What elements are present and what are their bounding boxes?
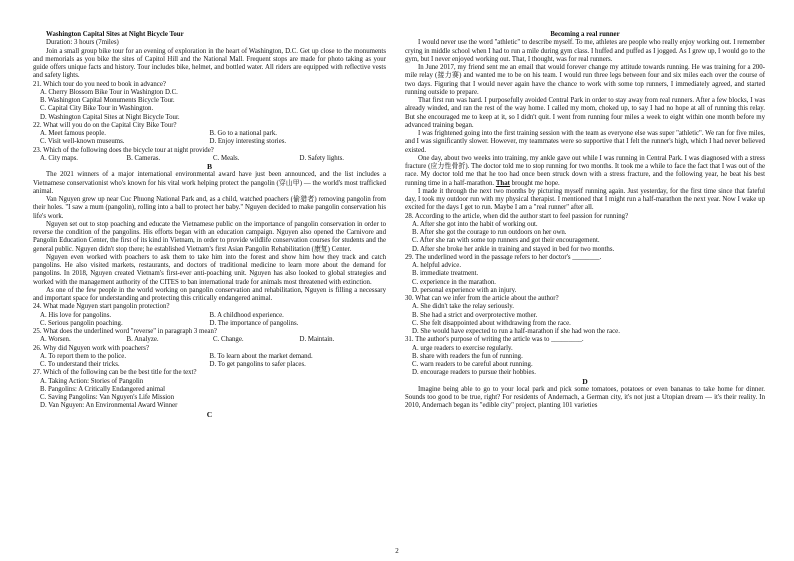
- q29-option-a: A. helpful advice.: [412, 262, 462, 269]
- q29-option-b: B. immediate treatment.: [412, 270, 479, 278]
- q26-option-b: B. To learn about the market demand.: [209, 352, 313, 360]
- question-24: 24. What made Nguyen start pangolin protection?: [33, 303, 170, 311]
- question-21: 21. Which tour do you need to book in advance?: [33, 80, 166, 88]
- q25-option-a: A. Worsen.: [40, 336, 71, 344]
- q31-option-d: D. encourage readers to pursue their hobbies.: [412, 369, 536, 377]
- q25-option-c: C. Change.: [213, 336, 244, 344]
- q24-option-d: D. The importance of pangolins.: [209, 319, 299, 327]
- q23-option-d: D. Safety lights.: [299, 154, 344, 162]
- question-22: 22. What will you do on the Capital City Bike Tour?: [33, 121, 177, 129]
- q23-option-b: B. Cameras.: [126, 154, 161, 162]
- passage-b-paragraph-2: Van Nguyen grew up near Cuc Phuong National Park and, as a child, watched poachers (偷猎者) removing pangolin from their holes. "I saw a mum (pangolin), rolling into a ball to protect her baby." Nguyen decided to make pangolin conservation his life's work.: [33, 196, 386, 220]
- underlined-word-that: That: [495, 179, 510, 187]
- passage-b-paragraph-4: Nguyen even worked with poachers to ask them to take him into the forest and show him how they track and catch pangolins. He also visited markets, restaurants, and doctors of traditional medicine to learn more about the demand for pangolins. In 2018, Nguyen created Vietnam's first-ever anti-poaching unit. Nguyen has also looked to global strategies and worked with the management authority of the CITES to ban international trade for animals most threatened with extinction.: [33, 253, 386, 286]
- q28-option-d: D. After she broke her ankle in training and stayed in bed for two months.: [412, 245, 615, 253]
- q23-option-c: C. Meals.: [213, 154, 240, 162]
- q23-option-a: A. City maps.: [40, 154, 79, 162]
- passage-c-paragraph-3: That first run was hard. I purposefully avoided Central Park in order to stay away from real runners. After a few blocks, I was already winded, and ran the rest of the way home. I called my mom, choked up, to say I had no hope at all of running this relay. But she encouraged me to keep at it, so I didn't quit. I went from running four miles a week to eight within one month before my advanced training began.: [405, 97, 765, 129]
- q22-option-d: D. Enjoy interesting stories.: [209, 138, 287, 146]
- question-31: 31. The author's purpose of writing the article was to _________.: [405, 336, 584, 344]
- q26-options-row-2: [33, 361, 386, 369]
- q27-option-c: C. Saving Pangolins: Van Nguyen's Life Mission: [40, 394, 174, 401]
- passage-a-body: Join a small group bike tour for an evening of exploration in the heart of Washington, D.C. Get up close to the monuments and memorials as you bike the sites of Capitol Hill and the National Mall. Frequent stops are made for photo taking as your guide offers unique facts and history. Tour includes bike, helmet, and bottled water. All riders are equipped with reflective vests and safety lights.: [33, 47, 386, 80]
- q22-option-c: C. Visit well-known museums.: [40, 138, 125, 146]
- q24-options-row-1: [33, 312, 386, 320]
- q31-option-b: B. share with readers the fun of running.: [412, 352, 523, 360]
- section-d-heading: D: [582, 376, 588, 386]
- q28-option-c: C. After she ran with some top runners and got their encouragement.: [412, 237, 600, 245]
- q22-options-row-2: [33, 138, 386, 146]
- q24-options-row-2: [33, 320, 386, 328]
- page-number: 2: [395, 547, 399, 555]
- question-27: 27. Which of the following can be the best title for the text?: [33, 369, 197, 377]
- passage-d-paragraph-1: Imagine being able to go to your local park and pick some tomatoes, potatoes or even bananas to take home for dinner. Sounds too good to be true, right? For residents of Andernach, a German city, it's not just a Utopian dream — it's their reality. In 2010, Andernach began its "edible city" project, planting 101 varieties: [405, 385, 765, 410]
- question-30: 30. What can we infer from the article about the author?: [405, 295, 559, 302]
- passage-c-title: Becoming a real runner: [550, 31, 620, 38]
- q24-option-c: C. Serious pangolin poaching.: [40, 319, 123, 327]
- section-c-heading: C: [206, 409, 213, 419]
- question-26: 26. Why did Nguyen work with poachers?: [33, 344, 150, 352]
- right-column: [405, 31, 765, 545]
- q30-option-c: C. She felt disappointed about withdrawing from the race.: [412, 319, 571, 327]
- q25-options: [33, 336, 386, 344]
- q27-option-a: A. Taking Action: Stories of Pangolin: [40, 377, 144, 385]
- question-25: 25. What does the underlined word "reverse" in paragraph 3 mean?: [33, 328, 217, 335]
- q21-option-a: A. Cherry Blossom Bike Tour in Washington D.C.: [40, 88, 178, 96]
- passage-b-paragraph-1: The 2021 winners of a major international environmental award have just been announced, and the list includes a Vietnamese conservationist who's known for his vital work helping protect the pangolin (穿山甲) — the world's most trafficked animal.: [33, 171, 386, 195]
- passage-c-paragraph-4: I was frightened going into the first training session with the team as everyone else was super "athletic". We ran for five miles, and I was significantly slower. However, my teammates were so supportive that I felt the runner's high, which I had never believed existed.: [405, 130, 765, 154]
- question-28: 28. According to the article, when did the author start to feel passion for running?: [405, 212, 629, 220]
- q25-option-b: B. Analyze.: [126, 336, 159, 344]
- passage-c-paragraph-6: I made it through the next two months by picturing myself running again. Just yesterday, for the first time since that fateful day, I took my outdoor run with my physical therapist. I mentioned that I might run a half-marathon the next year. Now I wake up excited for the days I get to run. Maybe I am a "real runner" after all.: [405, 187, 765, 212]
- q26-option-a: A. To report them to the police.: [40, 352, 127, 360]
- passage-c-paragraph-2: In June 2017, my friend sent me an email that would forever change my attitude towards running. He was training for a 200-mile relay (接力赛) and wanted me to be on his team. I would run three legs between four and six miles each over the course of two days. Figuring that I would never again have the chance to work with some top runners, I immediately agreed, and started running outside to prepare.: [405, 64, 765, 96]
- q26-option-c: C. To understand their tricks.: [40, 361, 120, 368]
- passage-c-paragraph-1: I would never use the word "athletic" to describe myself. To me, athletes are people who really enjoy working out. I remember crying in middle school when I had to run a mile during gym class. I huffed and puffed as I jogged. As I grew up, I would go to the gym, but I never enjoyed working out. That, I thought, was for real runners.: [405, 39, 765, 63]
- q31-option-a: A. urge readers to exercise regularly.: [412, 344, 513, 352]
- section-b-heading: B: [206, 162, 213, 171]
- q29-option-c: C. experience in the marathon.: [412, 278, 496, 286]
- q26-options-row-1: [33, 353, 386, 361]
- passage-b-paragraph-3: Nguyen set out to stop poaching and educate the Vietnamese public on the importance of pangolin conservation in order to reverse the condition of the pangolins. His efforts began with an education campaign. Nguyen also opened the Carnivore and Pangolin Education Center, the first of its kind in Vietnam, in order to provide wildlife conservation courses for students and the general public. Nguyen didn't stop there; he established Vietnam's first Asian Pangolin Rehabilitation (康复) Center.: [33, 220, 386, 253]
- q24-option-a: A. His love for pangolins.: [40, 311, 112, 319]
- q27-option-d: D. Van Nguyen: An Environmental Award Winner: [40, 402, 178, 410]
- q31-option-c: C. warn readers to be careful about running.: [412, 361, 533, 368]
- question-23: 23. Which of the following does the bicycle tour at night provide?: [33, 146, 214, 154]
- question-29: 29. The underlined word in the passage refers to her doctor's ________.: [405, 253, 602, 261]
- q21-option-d: D. Washington Capital Sites at Night Bicycle Tour.: [40, 113, 180, 121]
- paragraph-5-end: brought me hope.: [511, 179, 560, 187]
- q30-option-d: D. She would have expected to run a half-marathon if she had won the race.: [412, 328, 620, 335]
- q22-option-a: A. Meet famous people.: [40, 130, 106, 137]
- q21-option-c: C. Capital City Bike Tour in Washington.: [40, 105, 154, 113]
- left-column: [33, 31, 386, 545]
- q22-option-b: B. Go to a national park.: [209, 130, 277, 137]
- q29-option-d: D. personal experience with an injury.: [412, 286, 517, 294]
- passage-a-title: Washington Capital Sites at Night Bicycle Tour: [46, 31, 184, 38]
- q26-option-d: D. To get pangolins to safer places.: [209, 361, 306, 368]
- q25-option-d: D. Maintain.: [299, 336, 335, 344]
- q28-option-b: B. After she got the courage to run outdoors on her own.: [412, 229, 567, 236]
- q30-option-b: B. She had a strict and overprotective mother.: [412, 311, 538, 319]
- q24-option-b: B. A childhood experience.: [209, 311, 284, 319]
- paragraph-5-text: One day, about two weeks into training, my ankle gave out while I was running in Central Park. I was diagnosed with a stress fracture (应力性骨折). The doctor told me to stop running for two months. It took me a while to face the fact that I was out of the race. My doctor told me that he too had once been struck down with a stress fracture, and the following year, he beat his best running time in a half-marathon.: [405, 154, 765, 187]
- passage-a-duration: Duration: 3 hours (7miles): [46, 39, 119, 47]
- q27-option-b: B. Pangolins: A Critically Endangered animal: [40, 385, 166, 393]
- q22-options-row-1: [33, 130, 386, 138]
- passage-c-paragraph-5: [405, 155, 765, 188]
- q28-option-a: A. After she got into the habit of working out.: [412, 220, 538, 228]
- q21-option-b: B. Washington Capital Monuments Bicycle Tour.: [40, 97, 175, 104]
- q30-option-a: A. She didn't take the relay seriously.: [412, 303, 514, 311]
- passage-b-paragraph-5: As one of the few people in the world working on pangolin conservation and rehabilitation, Nguyen is filling a necessary and important space for understanding and protecting this critically endangered animal.: [33, 286, 386, 302]
